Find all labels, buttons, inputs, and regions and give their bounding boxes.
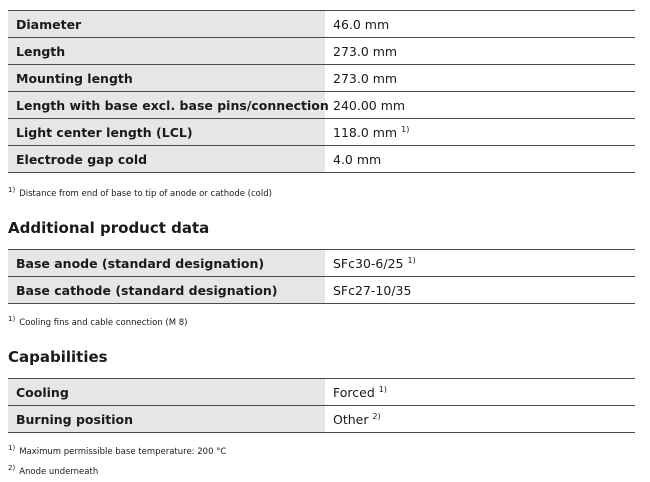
table-row bbox=[8, 92, 635, 119]
footnote-number: 1) bbox=[8, 186, 16, 194]
footnote-marker: 1) bbox=[401, 124, 410, 134]
row-label: Base anode (standard designation) bbox=[8, 250, 325, 277]
table-row bbox=[8, 277, 635, 304]
row-value bbox=[325, 65, 635, 92]
footnote-text: Distance from end of base to tip of anode or cathode (cold) bbox=[19, 189, 272, 199]
value-text: 4.0 mm bbox=[333, 151, 382, 167]
row-value bbox=[325, 11, 635, 38]
footnote-text: Anode underneath bbox=[19, 467, 99, 477]
capabilities-table bbox=[8, 378, 635, 433]
table-row bbox=[8, 119, 635, 146]
additional-section bbox=[8, 249, 635, 304]
value-text: Forced bbox=[333, 384, 375, 400]
row-label: Length with base excl. base pins/connection bbox=[8, 92, 325, 119]
table-row bbox=[8, 250, 635, 277]
footnote bbox=[8, 464, 98, 477]
footnote-marker: 1) bbox=[378, 384, 387, 394]
dimensions-table bbox=[8, 10, 635, 173]
row-label: Diameter bbox=[8, 11, 325, 38]
value-text: 240.00 mm bbox=[333, 97, 406, 113]
row-label: Electrode gap cold bbox=[8, 146, 325, 173]
value-text: Other bbox=[333, 411, 369, 427]
row-label: Cooling bbox=[8, 379, 325, 406]
row-value bbox=[325, 406, 635, 433]
footnote-marker: 1) bbox=[407, 255, 416, 265]
row-value bbox=[325, 119, 635, 146]
table-row bbox=[8, 65, 635, 92]
footnote-number: 1) bbox=[8, 315, 16, 323]
value-text: 273.0 mm bbox=[333, 43, 398, 59]
value-text: 46.0 mm bbox=[333, 16, 390, 32]
table-row bbox=[8, 406, 635, 433]
table-row bbox=[8, 379, 635, 406]
value-text: 118.0 mm bbox=[333, 124, 398, 140]
value-text: SFc30-6/25 bbox=[333, 255, 404, 271]
row-value bbox=[325, 92, 635, 119]
additional-table bbox=[8, 249, 635, 304]
section-title-additional: Additional product data bbox=[8, 219, 210, 237]
row-value bbox=[325, 146, 635, 173]
footnote-text: Maximum permissible base temperature: 200 °C bbox=[19, 447, 227, 457]
footnote-number: 2) bbox=[8, 464, 16, 472]
section-title-capabilities: Capabilities bbox=[8, 348, 108, 366]
row-value bbox=[325, 38, 635, 65]
row-label: Length bbox=[8, 38, 325, 65]
footnote bbox=[8, 315, 187, 328]
value-text: 273.0 mm bbox=[333, 70, 398, 86]
footnote bbox=[8, 444, 226, 457]
row-value bbox=[325, 379, 635, 406]
row-label: Mounting length bbox=[8, 65, 325, 92]
footnote-marker: 2) bbox=[372, 411, 381, 421]
table-row bbox=[8, 11, 635, 38]
value-text: SFc27-10/35 bbox=[333, 282, 412, 298]
row-label: Base cathode (standard designation) bbox=[8, 277, 325, 304]
table-row bbox=[8, 38, 635, 65]
table-row bbox=[8, 146, 635, 173]
dimensions-section bbox=[8, 10, 635, 173]
capabilities-section bbox=[8, 378, 635, 433]
footnote-text: Cooling fins and cable connection (M 8) bbox=[19, 318, 188, 328]
footnote-number: 1) bbox=[8, 444, 16, 452]
row-value bbox=[325, 250, 635, 277]
row-label: Burning position bbox=[8, 406, 325, 433]
footnote bbox=[8, 186, 272, 199]
row-label: Light center length (LCL) bbox=[8, 119, 325, 146]
row-value bbox=[325, 277, 635, 304]
